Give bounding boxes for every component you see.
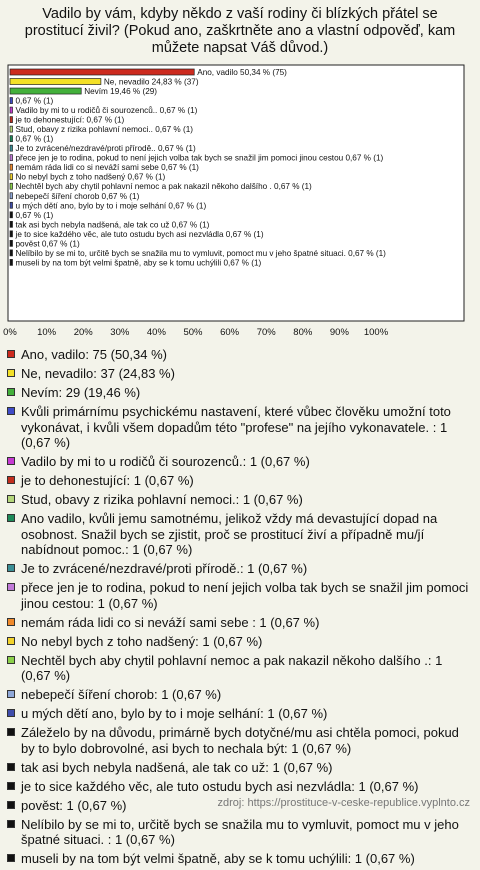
bar-label: u mých dětí ano, bylo by to i moje selhání 0,67 % (1) [15,201,207,211]
bar-label: No nebyl bych z toho nadšený 0,67 % (1) [15,172,166,182]
legend-item [6,760,474,776]
bar [10,240,13,246]
bar-label: Ano, vadilo 50,34 % (75) [197,68,287,77]
legend-swatch [7,495,15,503]
bar [10,212,13,218]
bar-label: 0,67 % (1) [15,96,54,106]
bar-label: Stud, obavy z rizika pohlavní nemoci.. 0,67 % (1) [15,125,193,135]
bar-label: je to dehonestující: 0,67 % (1) [15,115,125,125]
legend-swatch [7,782,15,790]
bar [10,155,13,161]
bar [10,221,13,227]
legend-label: přece jen je to rodina, pokud to není jejich volba tak bych se snažil jim pomoci jinou cestou: 1 (0,67 %) [21,580,469,611]
legend-label: nebepečí šíření chorob: 1 (0,67 %) [21,687,222,702]
legend-swatch [7,690,15,698]
legend-swatch [7,637,15,645]
bar [10,69,194,75]
source-note: zdroj: https://prostituce-v-ceske-republice.vyplnto.cz [217,797,470,809]
x-tick-label: 100% [363,327,389,338]
bar [10,107,13,113]
legend-label: Ano, vadilo: 75 (50,34 %) [21,347,167,362]
legend-swatch [7,564,15,572]
x-tick-label: 30% [110,327,130,338]
legend-item [6,561,474,577]
x-tick-label: 20% [73,327,93,338]
legend-item [6,580,474,611]
legend-item [6,511,474,558]
legend-item [6,347,474,363]
bar-label: Nelíbilo by se mi to, určitě bych se snažila mu to vymluvit, pomoct mu v jeho špatné situaci. 0,67 % (1) [15,248,386,258]
legend-label: Ne, nevadilo: 37 (24,83 %) [21,366,175,381]
legend-swatch [7,583,15,591]
bar-label: Ne, nevadilo 24,83 % (37) [103,77,199,87]
legend-label: museli by na tom být velmi špatně, aby se k tomu uchýlili: 1 (0,67 %) [21,851,415,866]
bar-label: přece jen je to rodina, pokud to není jejich volba tak bych se snažil jim pomoci jinou cestou 0,67 % (1) [15,153,384,163]
legend-item [6,634,474,650]
legend-swatch [7,820,15,828]
x-tick-label: 50% [183,327,203,338]
bar [10,98,13,104]
legend-label: No nebyl bych z toho nadšený: 1 (0,67 %) [21,633,263,649]
bar [10,202,13,208]
bar-label: 0,67 % (1) [15,210,54,220]
bar-label: nebepečí šíření chorob 0,67 % (1) [15,191,140,201]
legend-label: Ano vadilo, kvůli jemu samotnému, jelikož vždy má devastující dopad na osobnost. Snažil bych se zjistit, proč se prostitucí živí a případně mu/jí nabídnout pomoc.: 1 (0,67 %) [21,511,438,557]
bar-label: je to sice každého věc, ale tuto ostudu bych asi nezvládla 0,67 % (1) [15,229,264,239]
legend-item [6,687,474,703]
legend-label: Stud, obavy z rizika pohlavní nemoci.: 1 (0,67 %) [21,492,303,507]
legend-swatch [7,388,15,396]
x-tick-label: 90% [329,327,349,338]
legend-swatch [7,618,15,626]
legend-item [6,385,474,401]
bar [10,183,13,189]
legend-swatch [7,476,15,484]
bar-label: Nevím 19,46 % (29) [84,87,158,97]
legend-swatch [7,457,15,465]
x-tick-label: 70% [256,327,276,338]
bar-chart [0,62,480,342]
bar [10,126,13,132]
legend-swatch [7,709,15,717]
legend-label: nemám ráda lidi co si neváží sami sebe : 1 (0,67 %) [21,614,320,630]
legend-swatch [7,728,15,736]
bar-label: 0,67 % (1) [15,134,54,144]
legend-label: Je to zvrácené/nezdravé/proti přírodě.: 1 (0,67 %) [21,561,308,576]
legend-label: Nechtěl bych aby chytil pohlavní nemoc a pak nakazil někoho dalšího .: 1 (0,67 %) [21,652,443,683]
legend-label: pověst: 1 (0,67 %) [21,797,127,813]
x-tick-label: 60% [220,327,240,338]
bar [10,250,13,256]
legend-swatch [7,514,15,522]
bar-label: Vadilo by mi to u rodičů či sourozenců.. 0,67 % (1) [15,106,198,116]
legend-item [6,615,474,631]
legend-item [6,817,474,848]
bar [10,193,13,199]
legend-swatch [7,350,15,358]
bar [10,164,13,170]
legend-item [6,404,474,451]
bar [10,174,13,180]
legend-item [6,454,474,470]
bar-label: nemám ráda lidi co si neváží sami sebe 0,67 % (1) [15,163,199,173]
legend-label: u mých dětí ano, bylo by to i moje selhání: 1 (0,67 %) [21,706,328,721]
bar [10,117,13,123]
legend-item [6,473,474,489]
x-tick-label: 40% [146,327,166,338]
legend-swatch [7,854,15,862]
x-tick-label: 10% [37,327,57,338]
bar-label: Nechtěl bych aby chytil pohlavní nemoc a pak nakazil někoho dalšího . 0,67 % (1) [15,182,312,192]
legend-swatch [7,763,15,771]
legend-label: Nelíbilo by se mi to, určitě bych se snažila mu to vymluvit, pomoct mu v jeho špatné situaci. : 1 (0,67 %) [21,816,459,847]
legend-label: Záleželo by na důvodu, primárně bych dotyčné/mu asi chtěla pomoci, pokud by to bylo dobrovolné, asi bych to nechala být: 1 (0,67 %) [21,725,459,756]
legend-label: Vadilo by mi to u rodičů či sourozenců.: 1 (0,67 %) [21,454,310,469]
bar [10,145,13,151]
legend-swatch [7,656,15,664]
legend-item [6,706,474,722]
legend-swatch [7,407,15,415]
bar-label: Je to zvrácené/nezdravé/proti přírodě.. 0,67 % (1) [15,144,196,154]
bar-label: tak asi bych nebyla nadšená, ale tak co už 0,67 % (1) [15,220,210,230]
bar-label: pověst 0,67 % (1) [15,239,80,249]
legend-label: Kvůli primárnímu psychickému nastavení, které vůbec člověku umožní toto vykonávat, i kvůli všem dopadům této "profese" na jejího vykonavatele. : 1 (0,67 %) [21,404,451,450]
legend-item [6,851,474,867]
legend-item [6,725,474,756]
legend-swatch [7,369,15,377]
legend-swatch [7,801,15,809]
legend-item [6,492,474,508]
legend-label: tak asi bych nebyla nadšená, ale tak co už: 1 (0,67 %) [21,759,333,775]
legend-label: je to dehonestující: 1 (0,67 %) [21,473,194,488]
bar [10,231,13,237]
bar [10,136,13,142]
chart-title: Vadilo by vám, kdyby někdo z vaší rodiny či blízkých přátel se prostitucí živil? (Pokud ano, zaškrtněte ano a vlastní odpověď, kam můžete napsat Váš důvod.) [24,6,456,56]
bar [10,88,81,94]
legend-item [6,366,474,382]
bar-label: museli by na tom být velmi špatně, aby se k tomu uchýlili 0,67 % (1) [15,258,262,268]
x-tick-label: 0% [3,327,17,338]
legend-label: je to sice každého věc, ale tuto ostudu bych asi nezvládla: 1 (0,67 %) [21,778,419,794]
legend-item [6,653,474,684]
legend-label: Nevím: 29 (19,46 %) [21,385,141,400]
x-tick-label: 80% [293,327,313,338]
bar [10,259,13,265]
legend-item [6,779,474,795]
bar [10,79,101,85]
chart-legend [6,347,474,870]
